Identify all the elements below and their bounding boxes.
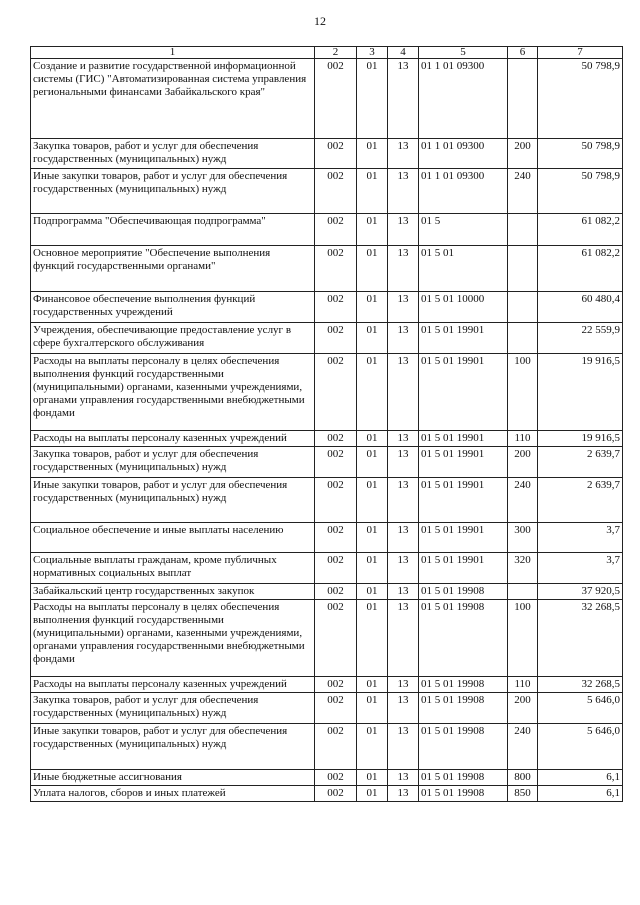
row-subsection-cell: 13 xyxy=(388,354,419,431)
row-section-cell: 01 xyxy=(357,323,388,354)
row-name-cell: Социальные выплаты гражданам, кроме публичных нормативных социальных выплат xyxy=(31,553,315,584)
row-name-cell: Расходы на выплаты персоналу в целях обеспечения выполнения функций государственными (муниципальными) органами, казенными учреждениями, органами управления государственными внебюджетными фондами xyxy=(31,354,315,431)
row-amount-cell: 22 559,9 xyxy=(538,323,623,354)
row-name-cell: Подпрограмма "Обеспечивающая подпрограмма" xyxy=(31,214,315,246)
row-section-cell: 01 xyxy=(357,292,388,323)
row-subsection-cell: 13 xyxy=(388,169,419,214)
row-expense-type-cell xyxy=(508,323,538,354)
row-expense-type-cell: 100 xyxy=(508,600,538,677)
row-name-cell: Иные закупки товаров, работ и услуг для обеспечения государственных (муниципальных) нужд xyxy=(31,724,315,770)
col-header-6: 6 xyxy=(508,47,538,59)
row-admin-code-cell: 002 xyxy=(315,214,357,246)
row-section-cell: 01 xyxy=(357,354,388,431)
row-subsection-cell: 13 xyxy=(388,724,419,770)
row-target-article-cell: 01 5 01 19908 xyxy=(419,770,508,786)
table-row xyxy=(31,786,623,802)
row-subsection-cell: 13 xyxy=(388,786,419,802)
table-row xyxy=(31,724,623,770)
row-target-article-cell: 01 5 01 19901 xyxy=(419,553,508,584)
row-subsection-cell: 13 xyxy=(388,59,419,139)
row-section-cell: 01 xyxy=(357,693,388,724)
row-expense-type-cell: 110 xyxy=(508,431,538,447)
row-target-article-cell: 01 5 01 xyxy=(419,246,508,292)
row-name-cell: Расходы на выплаты персоналу в целях обеспечения выполнения функций государственными (муниципальными) органами, казенными учреждениями, органами управления государственными внебюджетными фондами xyxy=(31,600,315,677)
row-expense-type-cell: 200 xyxy=(508,139,538,169)
table-row xyxy=(31,447,623,478)
row-target-article-cell: 01 5 01 19908 xyxy=(419,786,508,802)
table-header-row xyxy=(31,47,623,59)
row-expense-type-cell xyxy=(508,214,538,246)
row-admin-code-cell: 002 xyxy=(315,169,357,214)
row-name-cell: Финансовое обеспечение выполнения функций государственных учреждений xyxy=(31,292,315,323)
row-expense-type-cell: 200 xyxy=(508,447,538,478)
row-amount-cell: 61 082,2 xyxy=(538,246,623,292)
table-row xyxy=(31,59,623,139)
row-expense-type-cell xyxy=(508,292,538,323)
row-amount-cell: 3,7 xyxy=(538,553,623,584)
row-target-article-cell: 01 1 01 09300 xyxy=(419,139,508,169)
row-admin-code-cell: 002 xyxy=(315,246,357,292)
table-row xyxy=(31,169,623,214)
row-target-article-cell: 01 5 01 19908 xyxy=(419,724,508,770)
row-amount-cell: 19 916,5 xyxy=(538,354,623,431)
row-admin-code-cell: 002 xyxy=(315,786,357,802)
row-target-article-cell: 01 5 01 19908 xyxy=(419,693,508,724)
row-section-cell: 01 xyxy=(357,553,388,584)
row-expense-type-cell: 240 xyxy=(508,169,538,214)
row-name-cell: Закупка товаров, работ и услуг для обеспечения государственных (муниципальных) нужд xyxy=(31,447,315,478)
row-admin-code-cell: 002 xyxy=(315,600,357,677)
row-section-cell: 01 xyxy=(357,786,388,802)
row-amount-cell: 32 268,5 xyxy=(538,600,623,677)
row-section-cell: 01 xyxy=(357,447,388,478)
row-admin-code-cell: 002 xyxy=(315,478,357,523)
row-name-cell: Иные бюджетные ассигнования xyxy=(31,770,315,786)
row-expense-type-cell: 100 xyxy=(508,354,538,431)
row-name-cell: Закупка товаров, работ и услуг для обеспечения государственных (муниципальных) нужд xyxy=(31,139,315,169)
row-admin-code-cell: 002 xyxy=(315,553,357,584)
row-target-article-cell: 01 5 01 19901 xyxy=(419,354,508,431)
row-amount-cell: 2 639,7 xyxy=(538,447,623,478)
row-amount-cell: 50 798,9 xyxy=(538,139,623,169)
row-target-article-cell: 01 5 01 19901 xyxy=(419,323,508,354)
table-row xyxy=(31,214,623,246)
row-name-cell: Расходы на выплаты персоналу казенных учреждений xyxy=(31,677,315,693)
table-row xyxy=(31,354,623,431)
row-subsection-cell: 13 xyxy=(388,770,419,786)
row-expense-type-cell: 850 xyxy=(508,786,538,802)
row-expense-type-cell: 800 xyxy=(508,770,538,786)
row-admin-code-cell: 002 xyxy=(315,292,357,323)
row-amount-cell: 32 268,5 xyxy=(538,677,623,693)
row-subsection-cell: 13 xyxy=(388,523,419,553)
row-admin-code-cell: 002 xyxy=(315,431,357,447)
table-row xyxy=(31,323,623,354)
row-amount-cell: 50 798,9 xyxy=(538,169,623,214)
table-row xyxy=(31,770,623,786)
table-row xyxy=(31,600,623,677)
row-admin-code-cell: 002 xyxy=(315,677,357,693)
row-amount-cell: 61 082,2 xyxy=(538,214,623,246)
row-name-cell: Иные закупки товаров, работ и услуг для обеспечения государственных (муниципальных) нужд xyxy=(31,478,315,523)
row-amount-cell: 19 916,5 xyxy=(538,431,623,447)
row-section-cell: 01 xyxy=(357,139,388,169)
row-subsection-cell: 13 xyxy=(388,693,419,724)
row-target-article-cell: 01 5 01 19908 xyxy=(419,677,508,693)
row-section-cell: 01 xyxy=(357,169,388,214)
row-amount-cell: 37 920,5 xyxy=(538,584,623,600)
row-name-cell: Учреждения, обеспечивающие предоставление услуг в сфере бухгалтерского обслуживания xyxy=(31,323,315,354)
row-admin-code-cell: 002 xyxy=(315,523,357,553)
row-name-cell: Уплата налогов, сборов и иных платежей xyxy=(31,786,315,802)
row-subsection-cell: 13 xyxy=(388,246,419,292)
table-row xyxy=(31,693,623,724)
row-amount-cell: 5 646,0 xyxy=(538,693,623,724)
row-admin-code-cell: 002 xyxy=(315,59,357,139)
row-name-cell: Создание и развитие государственной информационной системы (ГИС) "Автоматизированная система управления региональными финансами Забайкальского края" xyxy=(31,59,315,139)
col-header-7: 7 xyxy=(538,47,623,59)
row-subsection-cell: 13 xyxy=(388,139,419,169)
row-target-article-cell: 01 5 xyxy=(419,214,508,246)
row-target-article-cell: 01 1 01 09300 xyxy=(419,169,508,214)
row-expense-type-cell: 240 xyxy=(508,478,538,523)
page-number: 12 xyxy=(314,14,326,28)
row-section-cell: 01 xyxy=(357,724,388,770)
row-expense-type-cell xyxy=(508,584,538,600)
row-admin-code-cell: 002 xyxy=(315,447,357,478)
table-row xyxy=(31,677,623,693)
row-expense-type-cell: 110 xyxy=(508,677,538,693)
row-expense-type-cell: 200 xyxy=(508,693,538,724)
col-header-1: 1 xyxy=(31,47,315,59)
row-amount-cell: 3,7 xyxy=(538,523,623,553)
col-header-2: 2 xyxy=(315,47,357,59)
row-expense-type-cell: 300 xyxy=(508,523,538,553)
row-subsection-cell: 13 xyxy=(388,584,419,600)
row-name-cell: Основное мероприятие "Обеспечение выполнения функций государственными органами" xyxy=(31,246,315,292)
row-subsection-cell: 13 xyxy=(388,431,419,447)
table-row xyxy=(31,584,623,600)
row-target-article-cell: 01 5 01 19908 xyxy=(419,600,508,677)
table-row xyxy=(31,292,623,323)
row-admin-code-cell: 002 xyxy=(315,139,357,169)
row-section-cell: 01 xyxy=(357,246,388,292)
row-expense-type-cell: 320 xyxy=(508,553,538,584)
row-admin-code-cell: 002 xyxy=(315,693,357,724)
row-section-cell: 01 xyxy=(357,478,388,523)
row-subsection-cell: 13 xyxy=(388,292,419,323)
table-row xyxy=(31,139,623,169)
row-subsection-cell: 13 xyxy=(388,323,419,354)
row-amount-cell: 5 646,0 xyxy=(538,724,623,770)
table-row xyxy=(31,478,623,523)
col-header-4: 4 xyxy=(388,47,419,59)
row-subsection-cell: 13 xyxy=(388,553,419,584)
row-amount-cell: 6,1 xyxy=(538,770,623,786)
row-subsection-cell: 13 xyxy=(388,600,419,677)
row-admin-code-cell: 002 xyxy=(315,584,357,600)
table-row xyxy=(31,431,623,447)
row-expense-type-cell: 240 xyxy=(508,724,538,770)
row-admin-code-cell: 002 xyxy=(315,724,357,770)
row-expense-type-cell xyxy=(508,246,538,292)
row-section-cell: 01 xyxy=(357,214,388,246)
row-target-article-cell: 01 5 01 19901 xyxy=(419,478,508,523)
row-subsection-cell: 13 xyxy=(388,478,419,523)
budget-table xyxy=(30,46,623,802)
row-section-cell: 01 xyxy=(357,523,388,553)
row-name-cell: Социальное обеспечение и иные выплаты населению xyxy=(31,523,315,553)
row-amount-cell: 50 798,9 xyxy=(538,59,623,139)
row-name-cell: Расходы на выплаты персоналу казенных учреждений xyxy=(31,431,315,447)
col-header-3: 3 xyxy=(357,47,388,59)
row-target-article-cell: 01 5 01 19901 xyxy=(419,447,508,478)
row-name-cell: Забайкальский центр государственных закупок xyxy=(31,584,315,600)
row-section-cell: 01 xyxy=(357,677,388,693)
row-section-cell: 01 xyxy=(357,584,388,600)
row-target-article-cell: 01 5 01 19908 xyxy=(419,584,508,600)
row-subsection-cell: 13 xyxy=(388,447,419,478)
row-admin-code-cell: 002 xyxy=(315,770,357,786)
table-row xyxy=(31,523,623,553)
row-section-cell: 01 xyxy=(357,770,388,786)
row-section-cell: 01 xyxy=(357,431,388,447)
row-target-article-cell: 01 5 01 19901 xyxy=(419,431,508,447)
table-body xyxy=(31,59,623,802)
row-admin-code-cell: 002 xyxy=(315,354,357,431)
row-subsection-cell: 13 xyxy=(388,214,419,246)
col-header-5: 5 xyxy=(419,47,508,59)
table-row xyxy=(31,553,623,584)
row-target-article-cell: 01 5 01 10000 xyxy=(419,292,508,323)
row-amount-cell: 6,1 xyxy=(538,786,623,802)
row-name-cell: Закупка товаров, работ и услуг для обеспечения государственных (муниципальных) нужд xyxy=(31,693,315,724)
row-admin-code-cell: 002 xyxy=(315,323,357,354)
row-target-article-cell: 01 1 01 09300 xyxy=(419,59,508,139)
row-subsection-cell: 13 xyxy=(388,677,419,693)
row-section-cell: 01 xyxy=(357,600,388,677)
row-section-cell: 01 xyxy=(357,59,388,139)
row-expense-type-cell xyxy=(508,59,538,139)
row-amount-cell: 2 639,7 xyxy=(538,478,623,523)
row-amount-cell: 60 480,4 xyxy=(538,292,623,323)
row-target-article-cell: 01 5 01 19901 xyxy=(419,523,508,553)
table-row xyxy=(31,246,623,292)
row-name-cell: Иные закупки товаров, работ и услуг для обеспечения государственных (муниципальных) нужд xyxy=(31,169,315,214)
